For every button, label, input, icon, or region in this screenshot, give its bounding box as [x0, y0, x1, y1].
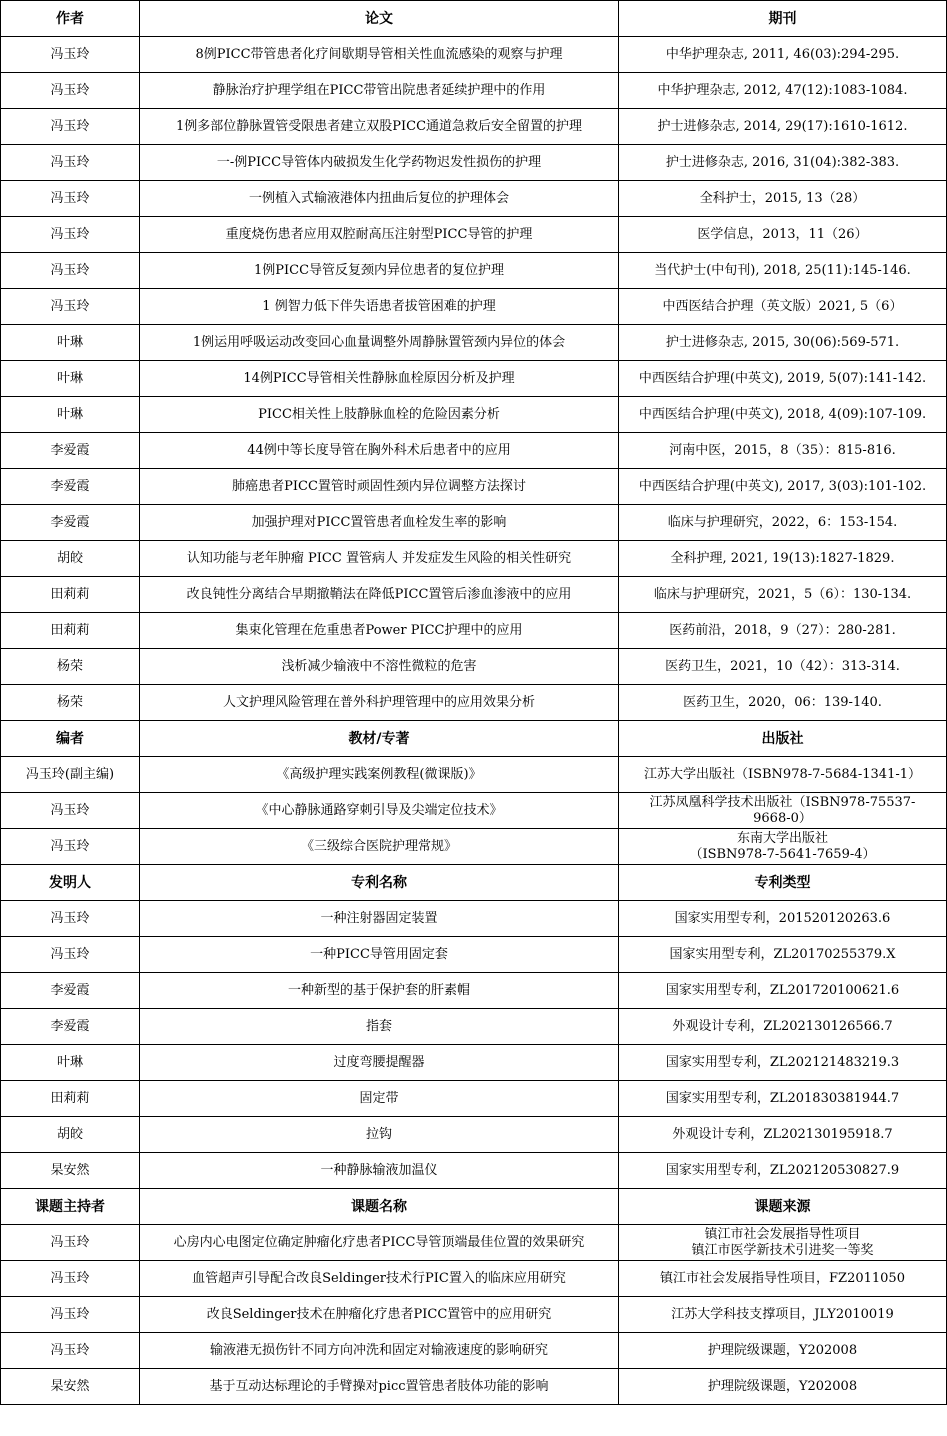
cell-person: 田莉莉 — [1, 1081, 140, 1117]
cell-source: 临床与护理研究，2021，5（6）：130-134. — [619, 577, 947, 613]
cell-title: 1 例智力低下伴失语患者拔管困难的护理 — [140, 289, 619, 325]
table-row — [1, 757, 947, 793]
table-row — [1, 1153, 947, 1189]
table-row — [1, 433, 947, 469]
cell-title: 一种注射器固定装置 — [140, 901, 619, 937]
table-row — [1, 829, 947, 865]
cell-person: 胡皎 — [1, 1117, 140, 1153]
table-row — [1, 937, 947, 973]
cell-person: 冯玉玲 — [1, 145, 140, 181]
cell-source: 全科护理, 2021, 19(13):1827-1829. — [619, 541, 947, 577]
cell-title: 心房内心电图定位确定肿瘤化疗患者PICC导管顶端最佳位置的效果研究 — [140, 1225, 619, 1261]
cell-person: 冯玉玲 — [1, 1261, 140, 1297]
cell-title: 《中心静脉通路穿刺引导及尖端定位技术》 — [140, 793, 619, 829]
cell-source: 全科护士，2015, 13（28） — [619, 181, 947, 217]
cell-title: 浅析减少输液中不溶性微粒的危害 — [140, 649, 619, 685]
cell-person: 杨荣 — [1, 685, 140, 721]
header-cell-person: 发明人 — [1, 865, 140, 901]
header-cell-source: 专利类型 — [619, 865, 947, 901]
header-cell-title: 课题名称 — [140, 1189, 619, 1225]
cell-person: 杲安然 — [1, 1369, 140, 1405]
table-row — [1, 181, 947, 217]
cell-title: 集束化管理在危重患者Power PICC护理中的应用 — [140, 613, 619, 649]
cell-source: 国家实用型专利，ZL20170255379.X — [619, 937, 947, 973]
table-row — [1, 793, 947, 829]
cell-person: 冯玉玲 — [1, 793, 140, 829]
cell-title: 一种PICC导管用固定套 — [140, 937, 619, 973]
cell-title: 肺癌患者PICC置管时顽固性颈内异位调整方法探讨 — [140, 469, 619, 505]
cell-person: 李爱霞 — [1, 973, 140, 1009]
cell-title: 加强护理对PICC置管患者血栓发生率的影响 — [140, 505, 619, 541]
table-row — [1, 289, 947, 325]
cell-person: 冯玉玲 — [1, 73, 140, 109]
table-row — [1, 361, 947, 397]
table-row — [1, 1225, 947, 1261]
cell-title: 8例PICC带管患者化疗间歇期导管相关性血流感染的观察与护理 — [140, 37, 619, 73]
cell-title: 过度弯腰提醒器 — [140, 1045, 619, 1081]
table-row — [1, 901, 947, 937]
cell-person: 冯玉玲 — [1, 1297, 140, 1333]
cell-source: 中西医结合护理(中英文), 2017, 3(03):101-102. — [619, 469, 947, 505]
cell-title: 一种静脉输液加温仪 — [140, 1153, 619, 1189]
header-cell-title: 教材/专著 — [140, 721, 619, 757]
table-row — [1, 397, 947, 433]
cell-source: 医学信息，2013，11（26） — [619, 217, 947, 253]
cell-title: 血管超声引导配合改良Seldinger技术行PIC置入的临床应用研究 — [140, 1261, 619, 1297]
cell-person: 冯玉玲 — [1, 937, 140, 973]
cell-person: 田莉莉 — [1, 613, 140, 649]
table-row — [1, 1045, 947, 1081]
cell-person: 叶琳 — [1, 1045, 140, 1081]
cell-title: 重度烧伤患者应用双腔耐高压注射型PICC导管的护理 — [140, 217, 619, 253]
table-row — [1, 73, 947, 109]
section-header-row — [1, 865, 947, 901]
cell-source: 护理院级课题，Y202008 — [619, 1369, 947, 1405]
cell-source: 国家实用型专利，ZL202121483219.3 — [619, 1045, 947, 1081]
cell-person: 冯玉玲 — [1, 217, 140, 253]
cell-person: 冯玉玲 — [1, 109, 140, 145]
table-row — [1, 217, 947, 253]
table-row — [1, 613, 947, 649]
table-row — [1, 1117, 947, 1153]
cell-source: 国家实用型专利，ZL201830381944.7 — [619, 1081, 947, 1117]
cell-source: 国家实用型专利，ZL202120530827.9 — [619, 1153, 947, 1189]
cell-source: 江苏大学科技支撑项目，JLY2010019 — [619, 1297, 947, 1333]
cell-source: 中华护理杂志, 2011, 46(03):294-295. — [619, 37, 947, 73]
cell-title: 《三级综合医院护理常规》 — [140, 829, 619, 865]
cell-title: 人文护理风险管理在普外科护理管理中的应用效果分析 — [140, 685, 619, 721]
table-row — [1, 973, 947, 1009]
header-cell-title: 论文 — [140, 1, 619, 37]
cell-person: 杲安然 — [1, 1153, 140, 1189]
cell-source: 医药卫生，2021，10（42）：313-314. — [619, 649, 947, 685]
table-row — [1, 1081, 947, 1117]
cell-person: 冯玉玲 — [1, 901, 140, 937]
cell-title: 输液港无损伤针不同方向冲洗和固定对输液速度的影响研究 — [140, 1333, 619, 1369]
cell-source: 外观设计专利，ZL202130126566.7 — [619, 1009, 947, 1045]
table-row — [1, 469, 947, 505]
section-header-row — [1, 1, 947, 37]
header-cell-person: 课题主持者 — [1, 1189, 140, 1225]
cell-title: 改良Seldinger技术在肿瘤化疗患者PICC置管中的应用研究 — [140, 1297, 619, 1333]
section-header-row — [1, 721, 947, 757]
header-cell-source: 出版社 — [619, 721, 947, 757]
cell-title: 指套 — [140, 1009, 619, 1045]
cell-person: 李爱霞 — [1, 469, 140, 505]
cell-source: 护士进修杂志, 2014, 29(17):1610-1612. — [619, 109, 947, 145]
table-row — [1, 145, 947, 181]
table-row — [1, 37, 947, 73]
cell-source: 河南中医，2015，8（35）：815-816. — [619, 433, 947, 469]
header-cell-source: 期刊 — [619, 1, 947, 37]
cell-source: 镇江市社会发展指导性项目 镇江市医学新技术引进奖一等奖 — [619, 1225, 947, 1261]
cell-person: 冯玉玲 — [1, 1225, 140, 1261]
cell-person: 胡皎 — [1, 541, 140, 577]
header-cell-source: 课题来源 — [619, 1189, 947, 1225]
cell-source: 护士进修杂志, 2015, 30(06):569-571. — [619, 325, 947, 361]
table-row — [1, 1009, 947, 1045]
cell-source: 中西医结合护理（英文版）2021, 5（6） — [619, 289, 947, 325]
cell-person: 冯玉玲 — [1, 37, 140, 73]
cell-source: 中西医结合护理(中英文), 2019, 5(07):141-142. — [619, 361, 947, 397]
cell-person: 冯玉玲 — [1, 829, 140, 865]
header-cell-person: 作者 — [1, 1, 140, 37]
cell-person: 叶琳 — [1, 325, 140, 361]
table-row — [1, 649, 947, 685]
table-row — [1, 325, 947, 361]
cell-source: 中西医结合护理(中英文), 2018, 4(09):107-109. — [619, 397, 947, 433]
cell-title: 1例PICC导管反复颈内异位患者的复位护理 — [140, 253, 619, 289]
table-row — [1, 253, 947, 289]
cell-source: 医药卫生，2020，06：139-140. — [619, 685, 947, 721]
cell-person: 冯玉玲(副主编) — [1, 757, 140, 793]
cell-source: 护理院级课题，Y202008 — [619, 1333, 947, 1369]
cell-title: 一-例PICC导管体内破损发生化学药物迟发性损伤的护理 — [140, 145, 619, 181]
cell-person: 杨荣 — [1, 649, 140, 685]
cell-title: 认知功能与老年肿瘤 PICC 置管病人 并发症发生风险的相关性研究 — [140, 541, 619, 577]
cell-title: 《高级护理实践案例教程(微课版)》 — [140, 757, 619, 793]
cell-person: 李爱霞 — [1, 433, 140, 469]
table-row — [1, 1333, 947, 1369]
cell-title: 基于互动达标理论的手臂操对picc置管患者肢体功能的影响 — [140, 1369, 619, 1405]
cell-source: 国家实用型专利，201520120263.6 — [619, 901, 947, 937]
cell-source: 东南大学出版社 （ISBN978-7-5641-7659-4） — [619, 829, 947, 865]
cell-title: 一例植入式输液港体内扭曲后复位的护理体会 — [140, 181, 619, 217]
cell-title: 改良钝性分离结合早期撤鞘法在降低PICC置管后渗血渗液中的应用 — [140, 577, 619, 613]
cell-source: 护士进修杂志, 2016, 31(04):382-383. — [619, 145, 947, 181]
cell-source: 国家实用型专利，ZL201720100621.6 — [619, 973, 947, 1009]
cell-title: 拉钩 — [140, 1117, 619, 1153]
cell-person: 冯玉玲 — [1, 253, 140, 289]
cell-person: 冯玉玲 — [1, 289, 140, 325]
cell-person: 李爱霞 — [1, 505, 140, 541]
cell-source: 江苏大学出版社（ISBN978-7-5684-1341-1） — [619, 757, 947, 793]
cell-title: 一种新型的基于保护套的肝素帽 — [140, 973, 619, 1009]
header-cell-title: 专利名称 — [140, 865, 619, 901]
cell-title: 14例PICC导管相关性静脉血栓原因分析及护理 — [140, 361, 619, 397]
cell-source: 镇江市社会发展指导性项目，FZ2011050 — [619, 1261, 947, 1297]
cell-title: 静脉治疗护理学组在PICC带管出院患者延续护理中的作用 — [140, 73, 619, 109]
cell-person: 田莉莉 — [1, 577, 140, 613]
table-body — [1, 1, 947, 1405]
table-row — [1, 505, 947, 541]
cell-person: 冯玉玲 — [1, 181, 140, 217]
cell-person: 李爱霞 — [1, 1009, 140, 1045]
cell-source: 江苏凤凰科学技术出版社（ISBN978-75537- 9668-0） — [619, 793, 947, 829]
table-row — [1, 1369, 947, 1405]
table-row — [1, 1297, 947, 1333]
cell-title: PICC相关性上肢静脉血栓的危险因素分析 — [140, 397, 619, 433]
cell-source: 当代护士(中旬刊), 2018, 25(11):145-146. — [619, 253, 947, 289]
table-row — [1, 577, 947, 613]
table-row — [1, 1261, 947, 1297]
cell-source: 临床与护理研究，2022，6：153-154. — [619, 505, 947, 541]
section-header-row — [1, 1189, 947, 1225]
cell-person: 冯玉玲 — [1, 1333, 140, 1369]
cell-source: 外观设计专利，ZL202130195918.7 — [619, 1117, 947, 1153]
cell-title: 1例多部位静脉置管受限患者建立双股PICC通道急救后安全留置的护理 — [140, 109, 619, 145]
cell-title: 固定带 — [140, 1081, 619, 1117]
header-cell-person: 编者 — [1, 721, 140, 757]
cell-source: 医药前沿，2018，9（27）：280-281. — [619, 613, 947, 649]
cell-person: 叶琳 — [1, 361, 140, 397]
cell-title: 44例中等长度导管在胸外科术后患者中的应用 — [140, 433, 619, 469]
cell-title: 1例运用呼吸运动改变回心血量调整外周静脉置管颈内异位的体会 — [140, 325, 619, 361]
cell-person: 叶琳 — [1, 397, 140, 433]
table-row — [1, 109, 947, 145]
table-row — [1, 541, 947, 577]
cell-source: 中华护理杂志, 2012, 47(12):1083-1084. — [619, 73, 947, 109]
table-row — [1, 685, 947, 721]
